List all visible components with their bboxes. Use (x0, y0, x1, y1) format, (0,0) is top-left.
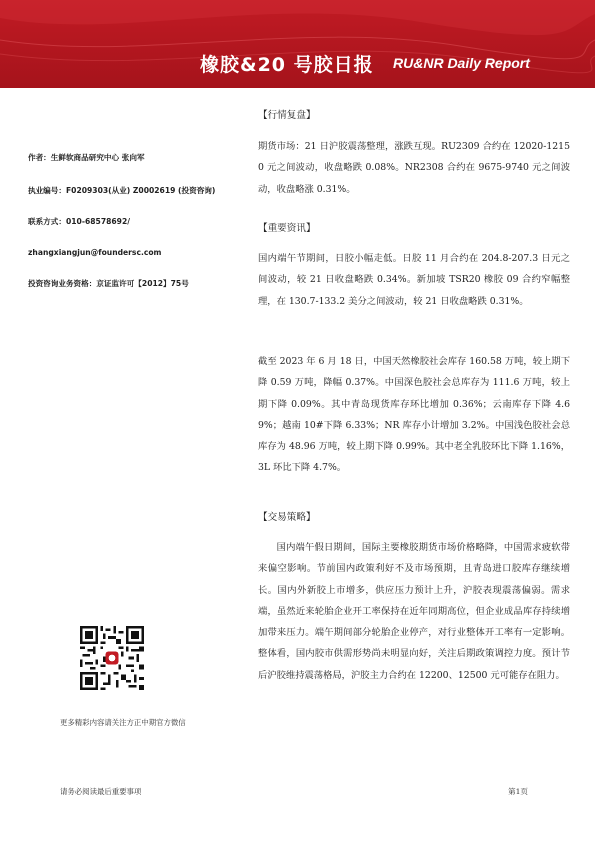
qualification-line: 投资咨询业务资格：京证监许可【2012】75号 (28, 279, 189, 288)
report-title: 橡胶&20 号胶日报 (200, 54, 374, 76)
license-line: 执业编号：F0209303(从业) Z0002619 (投资咨询) (28, 186, 216, 195)
paragraph-news-2: 截至 2023 年 6 月 18 日，中国天然橡胶社会库存 160.58 万吨，较上期下降 0.59 万吨，降幅 0.37%。中国深色胶社会总库存为 111.6 万吨，较上期下降 0.09%。其中青岛现货库存环比增加 0.36%；云南库存下降 4.69%；越南 10#下降 6.33%；NR 库存小计增加 3.2%。中国浅色胶社会总库存为 48.96 万吨，较上期下降 0.99%。其中老全乳胶环比下降 1.16%，3L 环比下降 4.7%。 (258, 356, 570, 474)
qr-caption: 更多精彩内容请关注方正中期官方微信 (60, 718, 186, 727)
footer-notice: 请务必阅读最后重要事项 (60, 787, 142, 796)
page-number: 第1页 (508, 787, 529, 796)
qr-code-icon (80, 626, 144, 690)
section-heading-strategy: 【交易策略】 (258, 512, 316, 523)
section-heading-news: 【重要资讯】 (258, 223, 316, 234)
report-subtitle: RU&NR Daily Report (393, 55, 530, 71)
header-banner (0, 0, 595, 88)
paragraph-news-1: 国内端午节期间，日胶小幅走低。日胶 11 月合约在 204.8-207.3 日元之间波动，较 21 日收盘略跌 0.34%。新加坡 TSR20 橡胶 09 合约窄幅整理，在 130.7-133.2 美分之间波动，较 21 日收盘略跌 0.31%。 (258, 253, 570, 307)
paragraph-strategy: 国内端午假日期间，国际主要橡胶期货市场价格略降，中国需求疲软带来偏空影响。节前国内政策利好不及市场预期，且青岛进口胶库存继续增长。国内外新胶上市增多，供应压力预计上升，沪胶表现震荡偏弱。需求端，虽然近来轮胎企业开工率保持在近年同期高位，但企业成品库存持续增加带来压力。端午期间部分轮胎企业停产，对行业整体开工率有一定影响。整体看，国内胶市供需形势尚未明显向好，关注后期政策调控力度。预计节后沪胶维持震荡格局，沪胶主力合约在 12200、12500 元可能存在阻力。 (258, 542, 570, 681)
email-line: zhangxiangjun@foundersc.com (28, 248, 162, 257)
author-line: 作者：生鲜软商品研究中心 张向军 (28, 153, 145, 162)
section-heading-market-review: 【行情复盘】 (258, 110, 316, 121)
paragraph-market-review: 期货市场：21 日沪胶震荡整理，涨跌互现。RU2309 合约在 12020-12150 元之间波动，收盘略跌 0.08%。NR2308 合约在 9675-9740 元之间波动，收盘略涨 0.31%。 (258, 141, 570, 195)
contact-line: 联系方式：010-68578692/ (28, 217, 131, 226)
